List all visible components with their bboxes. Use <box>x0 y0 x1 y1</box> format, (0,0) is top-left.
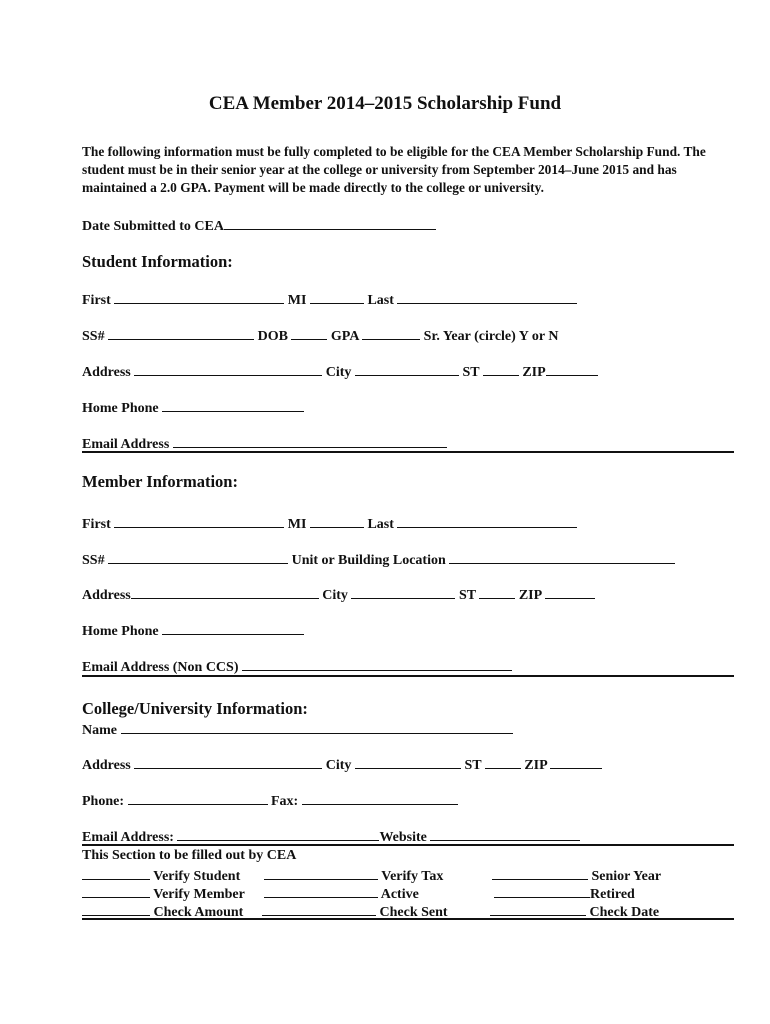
member-email-label: Email Address (Non CCS) <box>82 660 239 675</box>
member-unit-field[interactable] <box>449 550 675 564</box>
student-ss-row <box>82 326 558 345</box>
student-mi-field[interactable] <box>310 290 364 304</box>
student-zip-label: ZIP <box>522 365 546 380</box>
college-st-label: ST <box>464 758 482 773</box>
student-dob-label: DOB <box>257 329 288 344</box>
retired-item <box>494 884 635 903</box>
student-address-label: Address <box>82 365 131 380</box>
senior-year-label: Senior Year <box>591 869 662 884</box>
college-name-row <box>82 720 513 739</box>
verify-tax-item <box>264 866 443 885</box>
check-amount-field[interactable] <box>82 902 150 916</box>
college-city-label: City <box>325 758 352 773</box>
member-zip-field[interactable] <box>545 585 595 599</box>
member-mi-field[interactable] <box>310 514 364 528</box>
member-phone-label: Home Phone <box>82 624 159 639</box>
member-address-row <box>82 585 595 604</box>
member-address-label: Address <box>82 588 131 603</box>
member-st-field[interactable] <box>479 585 515 599</box>
college-email-field[interactable] <box>177 827 379 841</box>
active-label: Active <box>380 887 419 902</box>
college-section-heading: College/University Information: <box>82 699 308 718</box>
student-ss-label: SS# <box>82 329 105 344</box>
student-first-label: First <box>82 293 111 308</box>
verify-member-item <box>82 884 245 903</box>
member-ss-field[interactable] <box>108 550 288 564</box>
member-ss-row <box>82 550 675 569</box>
member-email-row <box>82 657 512 676</box>
member-phone-row <box>82 621 304 640</box>
check-date-label: Check Date <box>589 905 660 920</box>
college-email-label: Email Address: <box>82 830 174 845</box>
college-fax-field[interactable] <box>302 791 458 805</box>
student-last-label: Last <box>367 293 394 308</box>
college-phone-label: Phone: <box>82 794 124 809</box>
form-title: CEA Member 2014–2015 Scholarship Fund <box>208 93 562 114</box>
college-website-label: Website <box>379 830 427 845</box>
member-mi-label: MI <box>287 517 307 532</box>
student-address-row <box>82 362 598 381</box>
student-zip-field[interactable] <box>546 362 598 376</box>
verify-member-field[interactable] <box>82 884 150 898</box>
member-section-divider <box>82 675 734 677</box>
office-section-divider <box>82 918 734 920</box>
college-phone-row <box>82 791 458 810</box>
member-last-field[interactable] <box>397 514 577 528</box>
senior-year-item <box>492 866 661 885</box>
active-field[interactable] <box>264 884 378 898</box>
verify-tax-field[interactable] <box>264 866 378 880</box>
check-sent-field[interactable] <box>262 902 376 916</box>
date-submitted-row <box>82 216 436 235</box>
student-section-divider <box>82 451 734 453</box>
student-phone-label: Home Phone <box>82 401 159 416</box>
student-email-label: Email Address <box>82 437 170 452</box>
member-phone-field[interactable] <box>162 621 304 635</box>
college-fax-label: Fax: <box>271 794 299 809</box>
verify-member-label: Verify Member <box>153 887 245 902</box>
student-st-field[interactable] <box>483 362 519 376</box>
member-section-heading: Member Information: <box>82 472 238 491</box>
student-st-label: ST <box>462 365 480 380</box>
member-first-field[interactable] <box>114 514 284 528</box>
member-ss-label: SS# <box>82 553 105 568</box>
student-gpa-label: GPA <box>330 329 359 344</box>
member-st-label: ST <box>458 588 476 603</box>
member-unit-label: Unit or Building Location <box>291 553 446 568</box>
check-date-field[interactable] <box>490 902 586 916</box>
verify-student-item <box>82 866 240 885</box>
college-city-field[interactable] <box>355 755 461 769</box>
student-mi-label: MI <box>287 293 307 308</box>
member-city-label: City <box>322 588 348 603</box>
office-section-heading: This Section to be filled out by CEA <box>82 848 297 863</box>
student-name-row <box>82 290 577 309</box>
college-website-field[interactable] <box>430 827 580 841</box>
retired-field[interactable] <box>494 884 590 898</box>
student-gpa-field[interactable] <box>362 326 420 340</box>
student-first-field[interactable] <box>114 290 284 304</box>
active-item <box>264 884 419 903</box>
verify-student-label: Verify Student <box>153 869 241 884</box>
student-section-heading: Student Information: <box>82 252 233 271</box>
college-address-field[interactable] <box>134 755 322 769</box>
member-address-field[interactable] <box>131 585 319 599</box>
student-city-label: City <box>325 365 352 380</box>
member-city-field[interactable] <box>351 585 455 599</box>
college-name-field[interactable] <box>121 720 513 734</box>
member-name-row <box>82 514 577 533</box>
student-city-field[interactable] <box>355 362 459 376</box>
college-st-field[interactable] <box>485 755 521 769</box>
student-ss-field[interactable] <box>108 326 254 340</box>
check-amount-label: Check Amount <box>153 905 244 920</box>
senior-year-field[interactable] <box>492 866 588 880</box>
student-address-field[interactable] <box>134 362 322 376</box>
verify-student-field[interactable] <box>82 866 150 880</box>
office-checklist <box>82 866 734 920</box>
student-phone-row <box>82 398 304 417</box>
college-zip-field[interactable] <box>550 755 602 769</box>
college-phone-field[interactable] <box>128 791 268 805</box>
member-email-field[interactable] <box>242 657 512 671</box>
verify-tax-label: Verify Tax <box>381 869 444 884</box>
student-phone-field[interactable] <box>162 398 304 412</box>
eligibility-intro: The following information must be fully completed to be eligible for the CEA Member Scholarship Fund. The student must be in their senior year at the college or university from September 2014–June 2015 and has maintained a 2.0 GPA. Payment will be made directly to the college or university. <box>82 144 706 195</box>
student-dob-field[interactable] <box>291 326 327 340</box>
college-section-divider <box>82 844 734 846</box>
date-submitted-field[interactable] <box>224 216 436 230</box>
college-address-label: Address <box>82 758 131 773</box>
member-first-label: First <box>82 517 111 532</box>
date-submitted-label: Date Submitted to CEA <box>82 219 224 234</box>
retired-label: Retired <box>590 887 635 902</box>
student-sr-year-label[interactable]: Sr. Year (circle) Y or N <box>423 329 559 344</box>
student-last-field[interactable] <box>397 290 577 304</box>
college-name-label: Name <box>82 723 117 738</box>
student-email-field[interactable] <box>173 434 447 448</box>
college-address-row <box>82 755 602 774</box>
member-last-label: Last <box>367 517 394 532</box>
college-zip-label: ZIP <box>524 758 547 773</box>
member-zip-label: ZIP <box>518 588 542 603</box>
check-sent-label: Check Sent <box>379 905 448 920</box>
